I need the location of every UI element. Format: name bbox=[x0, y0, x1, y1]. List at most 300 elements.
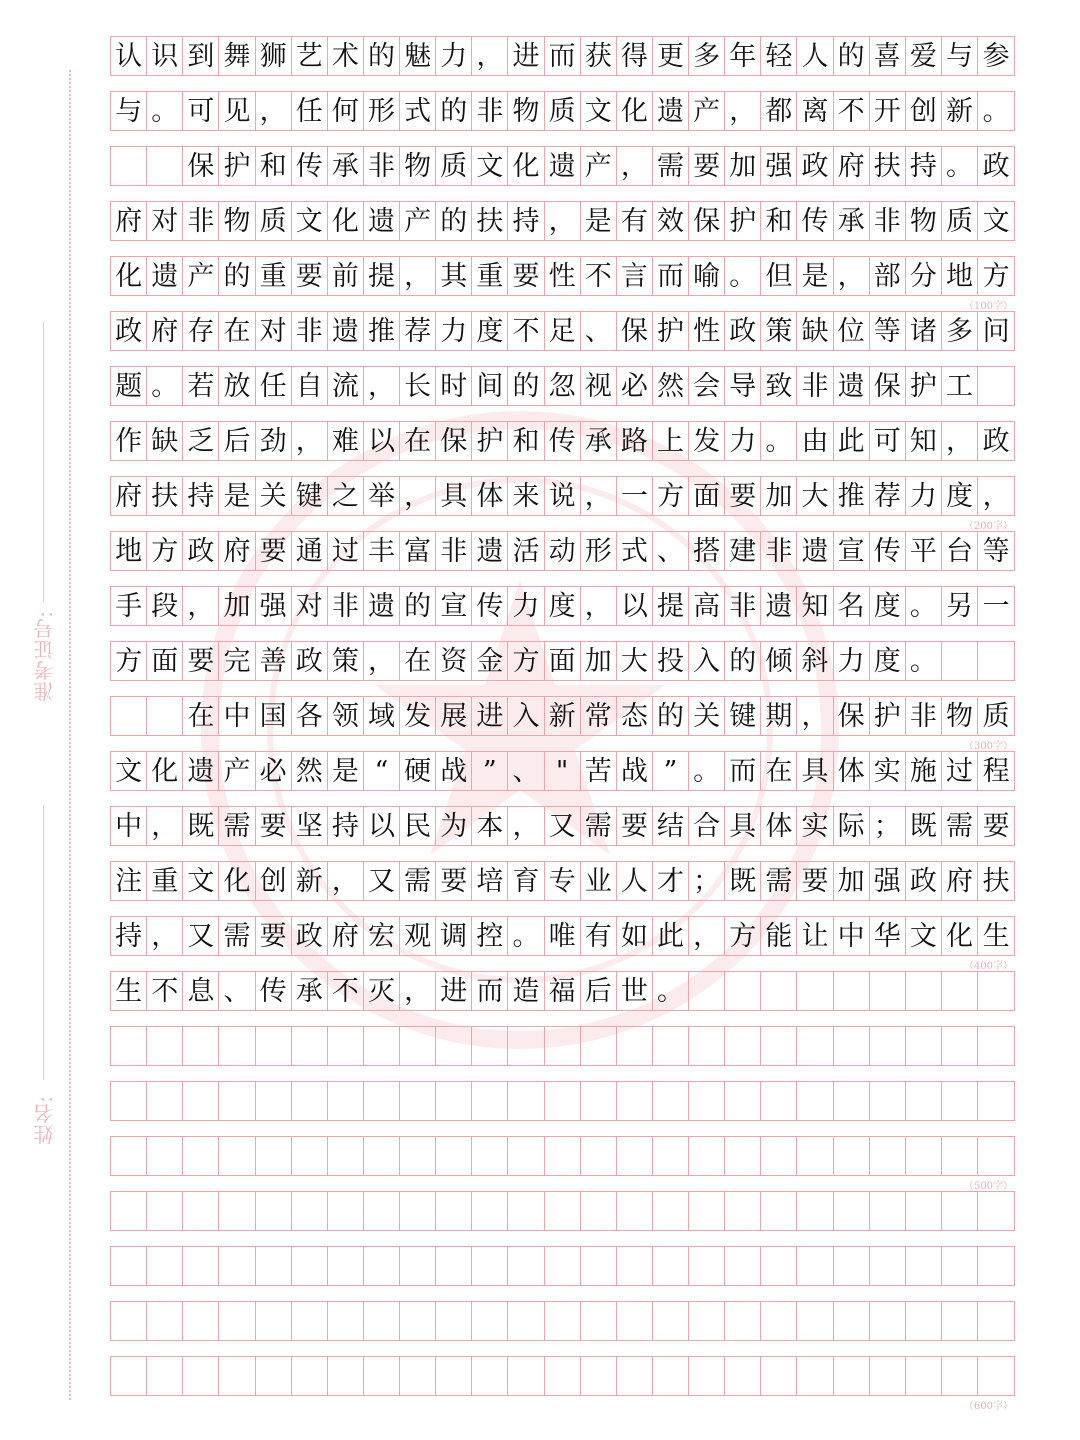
grid-cell bbox=[978, 1027, 1014, 1065]
grid-cell: 度 bbox=[545, 587, 581, 625]
grid-cell bbox=[906, 972, 942, 1010]
grid-cell: 能 bbox=[761, 917, 797, 955]
grid-cell: 。 bbox=[147, 92, 183, 130]
grid-cell bbox=[328, 1247, 364, 1285]
grid-cell: 在 bbox=[400, 642, 436, 680]
grid-cell bbox=[219, 1137, 255, 1175]
grid-cell: 护 bbox=[472, 422, 508, 460]
grid-cell bbox=[364, 1192, 400, 1230]
grid-cell: 知 bbox=[797, 587, 833, 625]
grid-cell bbox=[870, 1082, 906, 1120]
grid-cell: 任 bbox=[292, 92, 328, 130]
grid-cell: 展 bbox=[436, 697, 472, 735]
grid-cell: 投 bbox=[653, 642, 689, 680]
grid-cell: 对 bbox=[292, 587, 328, 625]
grid-cell: 式 bbox=[400, 92, 436, 130]
grid-cell: 倾 bbox=[761, 642, 797, 680]
grid-cell: 实 bbox=[870, 752, 906, 790]
grid-cell bbox=[617, 1357, 653, 1395]
grid-cell bbox=[364, 1247, 400, 1285]
grid-cell bbox=[870, 972, 906, 1010]
grid-cell bbox=[834, 1137, 870, 1175]
grid-cell: 部 bbox=[870, 257, 906, 295]
grid-cell: 遗 bbox=[147, 257, 183, 295]
grid-cell: 一 bbox=[982, 590, 1010, 622]
grid-cell bbox=[219, 1027, 255, 1065]
grid-cell: ， bbox=[256, 92, 292, 130]
grid-cell: 国 bbox=[256, 697, 292, 735]
grid-cell bbox=[292, 1137, 328, 1175]
grid-cell bbox=[797, 972, 833, 1010]
grid-cell bbox=[400, 1357, 436, 1395]
grid-cell: 既 bbox=[725, 862, 761, 900]
grid-cell: 强 bbox=[256, 587, 292, 625]
grid-cell: 荐 bbox=[870, 477, 906, 515]
grid-cell bbox=[761, 1247, 797, 1285]
grid-cell bbox=[508, 1247, 544, 1285]
grid-cell: 力 bbox=[436, 37, 472, 75]
grid-cell: 和 bbox=[256, 147, 292, 185]
grid-cell bbox=[834, 1247, 870, 1285]
grid-cell: 等 bbox=[982, 535, 1010, 567]
grid-cell bbox=[219, 1357, 255, 1395]
grid-cell: 物 bbox=[508, 92, 544, 130]
word-count-marker: （100字） bbox=[963, 301, 1013, 312]
grid-cell: 持 bbox=[111, 917, 147, 955]
grid-cell bbox=[292, 1192, 328, 1230]
grid-cell bbox=[472, 1302, 508, 1340]
grid-row bbox=[110, 146, 1015, 186]
grid-cell: 政 bbox=[111, 312, 147, 350]
grid-cell: 建 bbox=[725, 532, 761, 570]
grid-cell bbox=[436, 1082, 472, 1120]
exam-id-write-line bbox=[43, 322, 44, 602]
grid-cell bbox=[111, 1357, 147, 1395]
grid-cell: ” bbox=[653, 752, 689, 790]
grid-cell: 以 bbox=[617, 587, 653, 625]
grid-cell bbox=[111, 1027, 147, 1065]
grid-cell bbox=[508, 1027, 544, 1065]
grid-cell: 另 bbox=[942, 587, 978, 625]
grid-cell: 得 bbox=[617, 37, 653, 75]
grid-cell: 具 bbox=[725, 807, 761, 845]
grid-cell: 忽 bbox=[545, 367, 581, 405]
grid-cell: 提 bbox=[364, 257, 400, 295]
grid-cell: 非 bbox=[725, 587, 761, 625]
grid-cell: 手 bbox=[111, 587, 147, 625]
grid-cell: 。 bbox=[906, 642, 942, 680]
grid-cell: 宣 bbox=[834, 532, 870, 570]
grid-row bbox=[110, 366, 1015, 406]
grid-cell bbox=[545, 1082, 581, 1120]
grid-cell: 华 bbox=[870, 917, 906, 955]
grid-cell: 。 bbox=[725, 257, 761, 295]
grid-cell: 化 bbox=[508, 147, 544, 185]
grid-cell bbox=[689, 1137, 725, 1175]
grid-cell: 强 bbox=[761, 147, 797, 185]
grid-cell bbox=[725, 1027, 761, 1065]
grid-cell: 度 bbox=[942, 477, 978, 515]
grid-cell bbox=[364, 1302, 400, 1340]
grid-cell: 需 bbox=[761, 862, 797, 900]
grid-cell: 质 bbox=[942, 202, 978, 240]
grid-cell bbox=[581, 1082, 617, 1120]
grid-cell: 保 bbox=[436, 422, 472, 460]
grid-cell bbox=[617, 1027, 653, 1065]
grid-cell: 府 bbox=[111, 477, 147, 515]
grid-cell: 劲 bbox=[256, 422, 292, 460]
grid-cell: 化 bbox=[147, 752, 183, 790]
grid-cell: 要 bbox=[436, 862, 472, 900]
grid-cell bbox=[906, 1082, 942, 1120]
grid-cell: 产 bbox=[219, 752, 255, 790]
grid-cell: 府 bbox=[111, 202, 147, 240]
grid-cell bbox=[653, 1302, 689, 1340]
grid-cell: 发 bbox=[689, 422, 725, 460]
grid-row bbox=[110, 696, 1015, 736]
grid-cell: 过 bbox=[328, 532, 364, 570]
grid-cell bbox=[436, 1357, 472, 1395]
grid-cell: ， bbox=[545, 202, 581, 240]
grid-cell: 体 bbox=[761, 807, 797, 845]
grid-cell: 遗 bbox=[328, 312, 364, 350]
grid-cell bbox=[906, 1137, 942, 1175]
grid-cell: 导 bbox=[725, 367, 761, 405]
grid-cell: 持 bbox=[508, 202, 544, 240]
grid-cell: 新 bbox=[292, 862, 328, 900]
grid-cell: 又 bbox=[183, 917, 219, 955]
grid-cell: 、 bbox=[653, 532, 689, 570]
grid-cell bbox=[147, 147, 183, 185]
grid-cell: 注 bbox=[111, 862, 147, 900]
grid-cell: 在 bbox=[400, 422, 436, 460]
grid-cell: 政 bbox=[982, 150, 1010, 182]
grid-cell: 合 bbox=[689, 807, 725, 845]
grid-cell: 方 bbox=[508, 642, 544, 680]
grid-cell: 中 bbox=[219, 697, 255, 735]
grid-cell: 非 bbox=[292, 312, 328, 350]
grid-row bbox=[110, 641, 1015, 681]
grid-cell bbox=[256, 1137, 292, 1175]
grid-cell: 持 bbox=[328, 807, 364, 845]
grid-cell: 何 bbox=[328, 92, 364, 130]
grid-cell bbox=[328, 1082, 364, 1120]
grid-cell bbox=[978, 1302, 1014, 1340]
grid-cell bbox=[328, 1302, 364, 1340]
grid-cell: 高 bbox=[689, 587, 725, 625]
grid-cell: 文 bbox=[183, 862, 219, 900]
grid-cell: 而 bbox=[725, 752, 761, 790]
grid-cell: ， bbox=[292, 422, 328, 460]
grid-cell: ， bbox=[364, 367, 400, 405]
grid-cell bbox=[581, 1192, 617, 1230]
grid-cell: 策 bbox=[328, 642, 364, 680]
grid-cell: 既 bbox=[906, 807, 942, 845]
grid-cell: 文 bbox=[982, 205, 1010, 237]
grid-cell: 方 bbox=[725, 917, 761, 955]
grid-cell: 和 bbox=[508, 422, 544, 460]
grid-cell: 物 bbox=[942, 697, 978, 735]
grid-cell bbox=[906, 1027, 942, 1065]
grid-cell: 承 bbox=[834, 202, 870, 240]
grid-cell: 遗 bbox=[364, 202, 400, 240]
grid-cell bbox=[472, 1247, 508, 1285]
grid-cell: 让 bbox=[797, 917, 833, 955]
grid-cell bbox=[942, 1247, 978, 1285]
grid-cell: 不 bbox=[147, 972, 183, 1010]
grid-cell: 台 bbox=[942, 532, 978, 570]
grid-cell: 才 bbox=[653, 862, 689, 900]
grid-cell: 观 bbox=[400, 917, 436, 955]
grid-cell bbox=[653, 1137, 689, 1175]
grid-cell: 荐 bbox=[400, 312, 436, 350]
grid-cell bbox=[689, 1357, 725, 1395]
grid-cell: 府 bbox=[147, 312, 183, 350]
grid-cell: 任 bbox=[256, 367, 292, 405]
grid-cell: 入 bbox=[508, 697, 544, 735]
grid-cell: 政 bbox=[797, 147, 833, 185]
grid-cell: 作 bbox=[111, 422, 147, 460]
grid-cell: 要 bbox=[508, 257, 544, 295]
grid-cell: ， bbox=[725, 92, 761, 130]
grid-cell: 息 bbox=[183, 972, 219, 1010]
grid-cell bbox=[870, 1027, 906, 1065]
grid-cell: 非 bbox=[364, 147, 400, 185]
grid-cell bbox=[472, 1192, 508, 1230]
grid-cell bbox=[508, 1082, 544, 1120]
word-count-marker: （600字） bbox=[963, 1401, 1013, 1412]
grid-cell: 度 bbox=[870, 587, 906, 625]
grid-cell: 难 bbox=[328, 422, 364, 460]
grid-cell bbox=[761, 1302, 797, 1340]
grid-cell: 政 bbox=[725, 312, 761, 350]
grid-cell: 可 bbox=[183, 92, 219, 130]
grid-cell: 护 bbox=[906, 367, 942, 405]
grid-cell: 和 bbox=[761, 202, 797, 240]
grid-cell: 产 bbox=[689, 92, 725, 130]
grid-cell: 喜 bbox=[870, 37, 906, 75]
grid-cell bbox=[617, 1082, 653, 1120]
grid-cell: 生 bbox=[111, 972, 147, 1010]
grid-cell bbox=[581, 1302, 617, 1340]
grid-cell: 化 bbox=[328, 202, 364, 240]
grid-cell: 重 bbox=[256, 257, 292, 295]
grid-cell bbox=[183, 1192, 219, 1230]
grid-cell: 遗 bbox=[834, 367, 870, 405]
grid-cell: 时 bbox=[436, 367, 472, 405]
grid-row bbox=[110, 201, 1015, 241]
grid-cell bbox=[834, 1357, 870, 1395]
grid-cell: 对 bbox=[147, 202, 183, 240]
grid-cell: 的 bbox=[436, 202, 472, 240]
grid-cell: 面 bbox=[689, 477, 725, 515]
grid-cell: 对 bbox=[256, 312, 292, 350]
grid-cell: 键 bbox=[292, 477, 328, 515]
grid-cell: 间 bbox=[472, 367, 508, 405]
grid-cell bbox=[581, 1137, 617, 1175]
grid-row bbox=[110, 256, 1015, 296]
grid-cell: 硬 bbox=[400, 752, 436, 790]
grid-cell bbox=[689, 1192, 725, 1230]
grid-cell: 需 bbox=[400, 862, 436, 900]
grid-cell: 在 bbox=[219, 312, 255, 350]
grid-cell: 视 bbox=[581, 367, 617, 405]
grid-cell: 非 bbox=[870, 202, 906, 240]
grid-cell: 保 bbox=[834, 697, 870, 735]
grid-cell: 存 bbox=[183, 312, 219, 350]
grid-cell bbox=[147, 1247, 183, 1285]
grid-cell: " bbox=[545, 752, 581, 790]
grid-cell: 。 bbox=[689, 752, 725, 790]
grid-cell: 的 bbox=[364, 37, 400, 75]
grid-cell bbox=[978, 972, 1014, 1010]
grid-cell: 要 bbox=[256, 532, 292, 570]
grid-cell: 传 bbox=[472, 587, 508, 625]
grid-cell: 参 bbox=[982, 40, 1010, 72]
grid-cell: 。 bbox=[653, 972, 689, 1010]
grid-cell: 题 bbox=[111, 367, 147, 405]
grid-cell: 面 bbox=[147, 642, 183, 680]
grid-cell: 护 bbox=[653, 312, 689, 350]
grid-cell bbox=[761, 1137, 797, 1175]
grid-cell: 的 bbox=[219, 257, 255, 295]
grid-cell: 轻 bbox=[761, 37, 797, 75]
word-count-marker: （300字） bbox=[963, 741, 1013, 752]
grid-cell: 。 bbox=[982, 95, 1010, 127]
grid-cell: 要 bbox=[725, 477, 761, 515]
grid-row bbox=[110, 311, 1015, 351]
grid-cell: 度 bbox=[472, 312, 508, 350]
grid-cell: 宏 bbox=[364, 917, 400, 955]
grid-cell: 平 bbox=[906, 532, 942, 570]
grid-cell: 地 bbox=[942, 257, 978, 295]
grid-cell: 通 bbox=[292, 532, 328, 570]
grid-cell: 文 bbox=[906, 917, 942, 955]
grid-cell: 喻 bbox=[689, 257, 725, 295]
grid-row bbox=[110, 861, 1015, 901]
grid-cell: 术 bbox=[328, 37, 364, 75]
grid-cell bbox=[147, 1027, 183, 1065]
grid-cell: 、 bbox=[581, 312, 617, 350]
grid-cell: “ bbox=[364, 752, 400, 790]
grid-cell bbox=[508, 1357, 544, 1395]
grid-cell bbox=[292, 1357, 328, 1395]
grid-cell bbox=[219, 1302, 255, 1340]
grid-cell: 宣 bbox=[436, 587, 472, 625]
grid-cell bbox=[328, 1027, 364, 1065]
grid-cell bbox=[689, 1302, 725, 1340]
grid-cell: ， bbox=[508, 807, 544, 845]
grid-cell: 性 bbox=[689, 312, 725, 350]
grid-cell: 而 bbox=[545, 37, 581, 75]
grid-cell: 力 bbox=[834, 642, 870, 680]
grid-cell bbox=[797, 1192, 833, 1230]
grid-cell: 化 bbox=[219, 862, 255, 900]
grid-cell: 必 bbox=[617, 367, 653, 405]
grid-cell bbox=[797, 1302, 833, 1340]
grid-cell bbox=[978, 1192, 1014, 1230]
grid-cell: 既 bbox=[183, 807, 219, 845]
grid-cell bbox=[256, 1247, 292, 1285]
grid-cell: ， bbox=[982, 480, 1010, 512]
grid-cell bbox=[725, 972, 761, 1010]
grid-cell: 致 bbox=[761, 367, 797, 405]
grid-cell bbox=[545, 1027, 581, 1065]
grid-cell bbox=[834, 1082, 870, 1120]
grid-cell: 会 bbox=[689, 367, 725, 405]
grid-cell bbox=[617, 1192, 653, 1230]
grid-cell: 产 bbox=[400, 202, 436, 240]
grid-cell: 与 bbox=[111, 92, 147, 130]
grid-cell bbox=[147, 1082, 183, 1120]
grid-cell: 体 bbox=[834, 752, 870, 790]
grid-cell: 路 bbox=[617, 422, 653, 460]
grid-cell bbox=[147, 1302, 183, 1340]
grid-cell: 扶 bbox=[147, 477, 183, 515]
grid-cell: 人 bbox=[797, 37, 833, 75]
grid-cell bbox=[978, 642, 1014, 680]
grid-cell bbox=[364, 1027, 400, 1065]
grid-cell: 言 bbox=[617, 257, 653, 295]
grid-cell: 之 bbox=[328, 477, 364, 515]
grid-cell: 文 bbox=[581, 92, 617, 130]
grid-cell: 民 bbox=[400, 807, 436, 845]
name-write-line bbox=[43, 805, 44, 1080]
grid-cell: 坚 bbox=[292, 807, 328, 845]
grid-cell bbox=[436, 1302, 472, 1340]
grid-cell bbox=[834, 1027, 870, 1065]
grid-cell: 文 bbox=[292, 202, 328, 240]
grid-cell: 力 bbox=[436, 312, 472, 350]
grid-cell: 方 bbox=[982, 260, 1010, 292]
grid-cell: 性 bbox=[545, 257, 581, 295]
grid-cell: 府 bbox=[942, 862, 978, 900]
composition-grid bbox=[110, 36, 1015, 1412]
grid-cell: 要 bbox=[292, 257, 328, 295]
grid-cell: 非 bbox=[797, 367, 833, 405]
grid-cell: 生 bbox=[982, 920, 1010, 952]
grid-cell bbox=[328, 1357, 364, 1395]
grid-cell: 开 bbox=[870, 92, 906, 130]
grid-cell bbox=[147, 697, 183, 735]
grid-cell: 若 bbox=[183, 367, 219, 405]
grid-cell: 与 bbox=[942, 37, 978, 75]
grid-cell: 政 bbox=[982, 425, 1010, 457]
grid-cell bbox=[689, 1082, 725, 1120]
grid-row bbox=[110, 751, 1015, 791]
grid-cell: 必 bbox=[256, 752, 292, 790]
grid-cell bbox=[797, 1082, 833, 1120]
grid-cell bbox=[978, 1137, 1014, 1175]
grid-cell: 力 bbox=[508, 587, 544, 625]
grid-cell: 保 bbox=[870, 367, 906, 405]
grid-cell: 都 bbox=[761, 92, 797, 130]
grid-cell: 持 bbox=[183, 477, 219, 515]
grid-cell: 造 bbox=[508, 972, 544, 1010]
grid-cell: 加 bbox=[725, 147, 761, 185]
grid-cell: 为 bbox=[436, 807, 472, 845]
grid-cell: 推 bbox=[834, 477, 870, 515]
grid-cell: 来 bbox=[508, 477, 544, 515]
grid-cell: 培 bbox=[472, 862, 508, 900]
grid-cell: 。 bbox=[906, 587, 942, 625]
grid-cell bbox=[256, 1192, 292, 1230]
grid-cell: 业 bbox=[581, 862, 617, 900]
grid-cell bbox=[472, 1027, 508, 1065]
grid-cell: 中 bbox=[834, 917, 870, 955]
grid-cell: 斜 bbox=[797, 642, 833, 680]
grid-cell: 狮 bbox=[256, 37, 292, 75]
